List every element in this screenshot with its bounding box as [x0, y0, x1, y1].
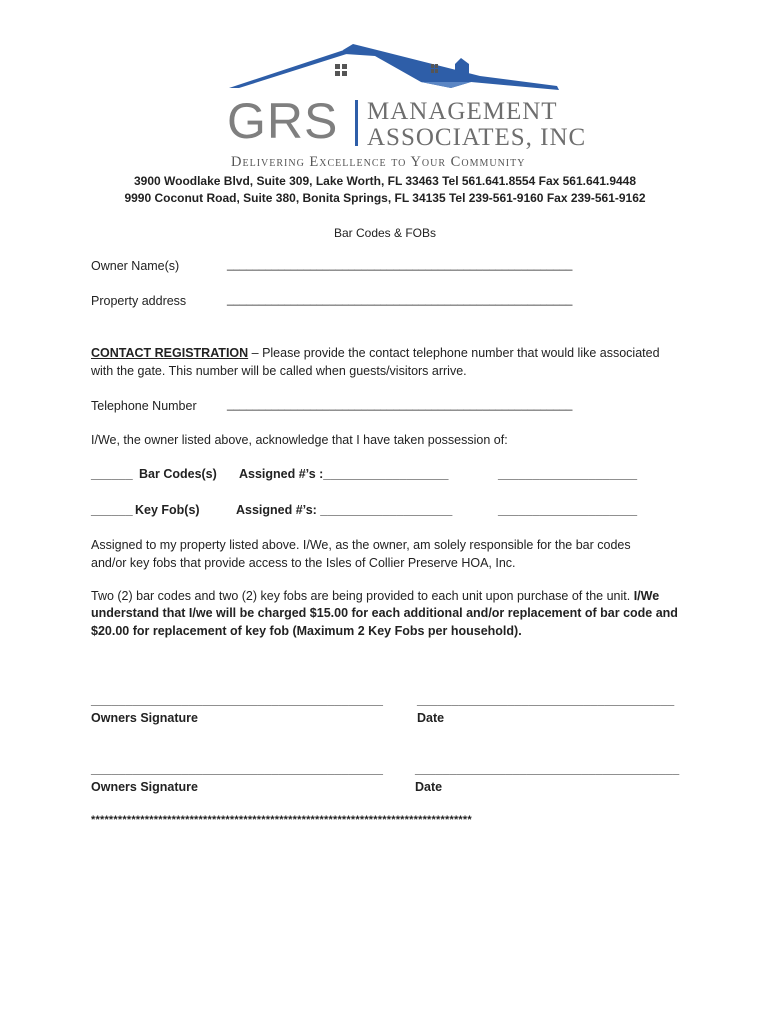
acknowledge-text: I/We, the owner listed above, acknowledge that I have taken possession of:	[91, 433, 508, 447]
owner-signature-field-1[interactable]: __________________________________________	[91, 693, 383, 707]
logo-tagline: Delivering Excellence to Your Community	[231, 154, 526, 170]
assigned-text-2: and/or key fobs that provide access to the Isles of Collier Preserve HOA, Inc.	[91, 556, 516, 570]
owner-signature-field-2[interactable]: __________________________________________	[91, 762, 383, 776]
date-label-1: Date	[417, 711, 445, 725]
provision-line-2: understand that I/we will be charged $15.00 for each additional and/or replacement of bar code and	[91, 606, 678, 620]
logo-brand: GRS	[227, 93, 339, 149]
owner-name-field[interactable]: ______________________________________________________	[227, 259, 573, 271]
owner-name-label: Owner Name(s)	[91, 259, 180, 273]
keyfob-assigned-field[interactable]: Assigned #’s: ___________________	[236, 503, 453, 517]
footer-separator: *************************************************************************************	[91, 814, 472, 826]
keyfob-label: Key Fob(s)	[135, 503, 200, 517]
date-field-1[interactable]: _____________________________________	[417, 693, 675, 707]
form-title: Bar Codes & FOBs	[333, 226, 437, 240]
date-field-2[interactable]: ______________________________________	[415, 762, 680, 776]
property-address-field[interactable]: ______________________________________________________	[227, 294, 573, 306]
contact-registration-paragraph	[91, 346, 660, 360]
owner-signature-label-1: Owners Signature	[91, 711, 198, 725]
property-address-label: Property address	[91, 294, 187, 308]
company-logo	[225, 42, 587, 172]
contact-registration-text-2: with the gate. This number will be called when guests/visitors arrive.	[91, 364, 467, 378]
logo-name-line1: MANAGEMENT	[367, 98, 558, 125]
provision-line-1	[91, 589, 659, 603]
assigned-text-1: Assigned to my property listed above. I/We, as the owner, am solely responsible for the bar codes	[91, 538, 631, 552]
owner-signature-label-2: Owners Signature	[91, 780, 198, 794]
provision-text-bold: I/We	[633, 589, 660, 603]
provision-text: Two (2) bar codes and two (2) key fobs are being provided to each unit upon purchase of the unit.	[91, 589, 631, 603]
barcode-qty-field[interactable]: ______	[91, 467, 133, 481]
logo-divider	[355, 100, 358, 146]
provision-line-3: $20.00 for replacement of key fob (Maximum 2 Key Fobs per household).	[91, 624, 522, 638]
barcode-assigned-field[interactable]: Assigned #’s :__________________	[239, 467, 449, 481]
logo-name-line2: ASSOCIATES, INC	[367, 124, 587, 151]
keyfob-qty-field[interactable]: ______	[91, 503, 133, 517]
address-line-2: 9990 Coconut Road, Suite 380, Bonita Springs, FL 34135 Tel 239-561-9160 Fax 239-561-9162	[124, 191, 646, 205]
contact-registration-text: – Please provide the contact telephone number that would like associated	[248, 346, 660, 360]
contact-registration-heading: CONTACT REGISTRATION	[91, 346, 249, 360]
telephone-field[interactable]: ______________________________________________________	[227, 399, 573, 411]
address-line-1: 3900 Woodlake Blvd, Suite 309, Lake Worth, FL 33463 Tel 561.641.8554 Fax 561.641.9448	[133, 174, 637, 188]
barcode-label: Bar Codes(s)	[139, 467, 217, 481]
telephone-label: Telephone Number	[91, 399, 197, 413]
keyfob-extra-field[interactable]: ____________________	[498, 503, 638, 517]
date-label-2: Date	[415, 780, 443, 794]
barcode-extra-field[interactable]: ____________________	[498, 467, 638, 481]
